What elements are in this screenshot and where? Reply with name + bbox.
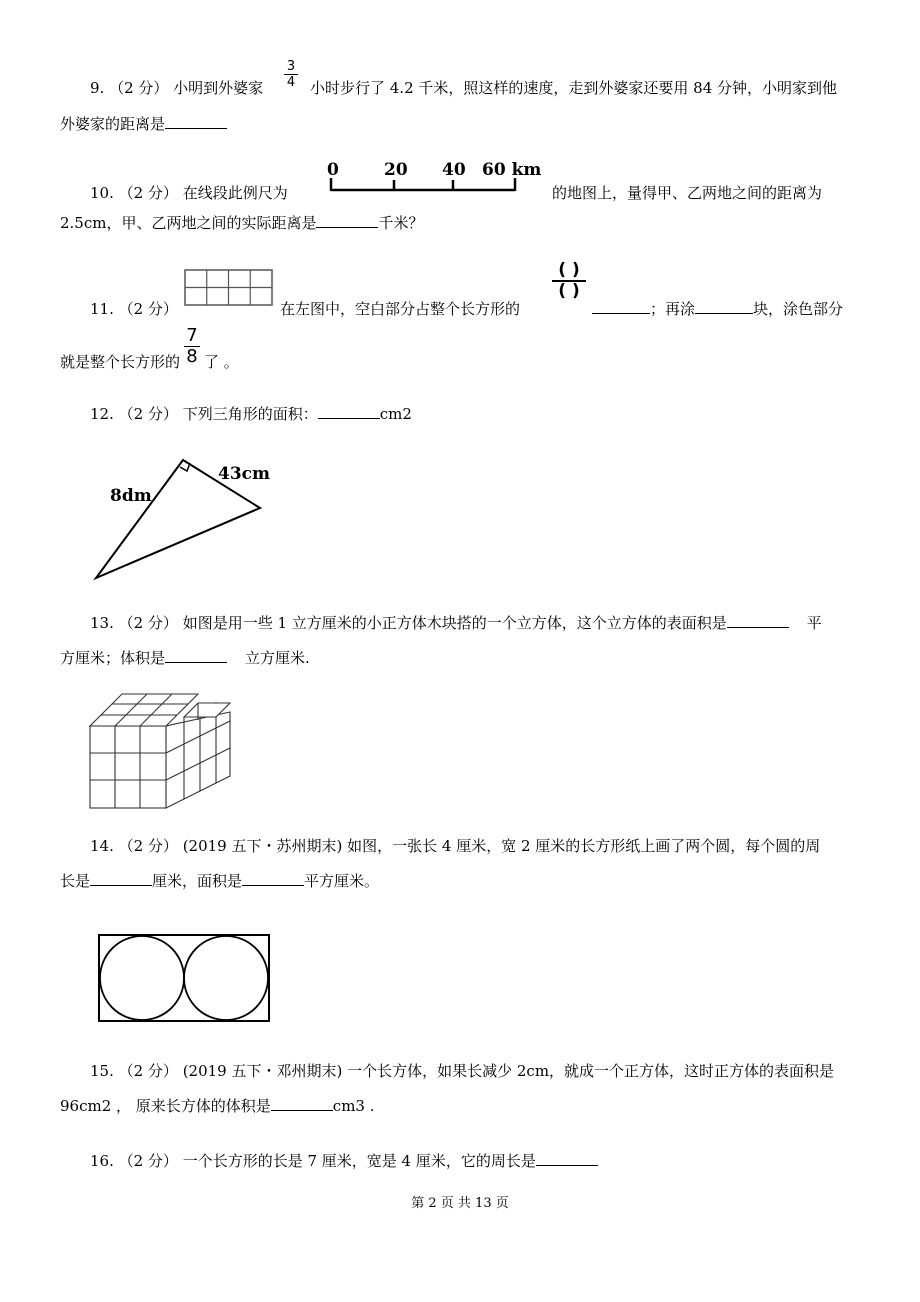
q14-line1-text: 14. （2 分） (2019 五下・苏州期末) 如图，一张长 4 厘米，宽 2 厘米的长方形纸上画了两个圆，每个圆的周 <box>90 837 821 855</box>
q11-line2-text: 就是整个长方形的 <box>60 353 181 371</box>
q11-tail-a: ；再涂 <box>650 300 696 318</box>
q14-line2 <box>60 871 379 891</box>
q11-tail-b: 块，涂色部分 <box>753 300 844 318</box>
q13-line2 <box>60 648 310 668</box>
q9-line2 <box>60 114 227 134</box>
q10-line1 <box>90 183 288 203</box>
q11-mid: 在左图中，空白部分占整个长方形的 <box>280 300 521 318</box>
q16-answer-blank[interactable] <box>536 1151 598 1166</box>
q11-line1 <box>90 299 178 319</box>
q13-line1a: 13. （2 分） 如图是用一些 1 立方厘米的小正方体木块搭的一个立方体，这个立方体的表面积是 <box>90 614 727 632</box>
q15-line2 <box>60 1096 375 1116</box>
q14-line1 <box>90 836 820 856</box>
q16-text: 16. （2 分） 一个长方形的长是 7 厘米，宽是 4 厘米，它的周长是 <box>90 1152 536 1170</box>
q9-frac-num: 3 <box>286 59 296 74</box>
q14-line2b: 厘米，面积是 <box>152 872 243 890</box>
q10-head: 10. （2 分） 在线段此例尺为 <box>90 184 288 202</box>
scale-bar-figure <box>322 156 547 198</box>
q14-rectangle-circles-figure <box>96 932 274 1024</box>
q13-line2a: 方厘米；体积是 <box>60 649 166 667</box>
q15-line1-text: 15. （2 分） (2019 五下・邓州期末) 一个长方体，如果长减少 2cm，就成一个正方体，这时正方体的表面积是 <box>90 1062 835 1080</box>
q13-answer-blank-2[interactable] <box>165 648 227 663</box>
q11-answer-blank-1[interactable] <box>592 299 650 314</box>
q13-cube-stack-figure <box>88 690 238 812</box>
q15-line2b: cm3 . <box>332 1097 375 1115</box>
q11-frac-num: 7 <box>186 325 198 346</box>
q9-line1-rest <box>310 78 837 98</box>
q16-line <box>90 1151 598 1171</box>
q13-line1 <box>90 613 822 633</box>
q14-line2c: 平方厘米。 <box>304 872 380 890</box>
q12-unit: cm2 <box>379 405 412 423</box>
q10-line2 <box>60 213 424 233</box>
scale-label-0: 0 <box>327 160 339 180</box>
q9-after-frac: 小时步行了 4.2 千米，照这样的速度，走到外婆家还要用 84 分钟，小明家到他 <box>310 79 838 97</box>
q10-line2b: 千米？ <box>378 214 424 232</box>
q12-triangle-figure <box>90 448 280 583</box>
q11-frac-den: 8 <box>186 346 198 367</box>
q15-line1 <box>90 1061 834 1081</box>
q10-line2a: 2.5cm，甲、乙两地之间的实际距离是 <box>60 214 317 232</box>
q12-answer-blank[interactable] <box>318 404 380 419</box>
q14-answer-blank-1[interactable] <box>90 871 152 886</box>
q15-answer-blank[interactable] <box>271 1096 333 1111</box>
scale-label-40: 40 <box>442 160 466 180</box>
q12-text: 12. （2 分） 下列三角形的面积： <box>90 405 318 423</box>
q13-answer-blank-1[interactable] <box>727 613 789 628</box>
q11-paren-num: ( ) <box>558 260 580 280</box>
q11-line2-end <box>204 352 239 372</box>
q14-line2a: 长是 <box>60 872 91 890</box>
q11-line1-tail <box>592 299 843 319</box>
q13-line1b: 平 <box>806 614 822 632</box>
q12-label-8dm: 8dm <box>110 486 152 506</box>
q11-answer-blank-2[interactable] <box>695 299 753 314</box>
q12-line <box>90 404 412 424</box>
q13-line2b: 立方厘米. <box>245 649 310 667</box>
q9-fraction <box>284 60 298 89</box>
q9-line1 <box>90 78 263 98</box>
q9-answer-blank[interactable] <box>165 114 227 129</box>
q10-tail: 的地图上，量得甲、乙两地之间的距离为 <box>552 184 823 202</box>
scale-label-20: 20 <box>384 160 408 180</box>
q11-line2-end-text: 了 。 <box>204 353 239 371</box>
q15-line2a: 96cm2 ， 原来长方体的体积是 <box>60 1097 271 1115</box>
page-footer: 第 2 页 共 13 页 <box>411 1196 509 1211</box>
q9-head: 9. （2 分） 小明到外婆家 <box>90 79 264 97</box>
q11-line1-mid <box>280 299 520 319</box>
q11-line2 <box>60 352 180 372</box>
q11-paren-den: ( ) <box>558 281 580 301</box>
q9-frac-den: 4 <box>286 75 296 90</box>
q11-head: 11. （2 分） <box>90 300 178 318</box>
q11-rectangle-grid-figure <box>184 269 274 307</box>
q10-answer-blank[interactable] <box>316 213 378 228</box>
q9-line2-text: 外婆家的距离是 <box>60 115 166 133</box>
scale-label-60km: 60 km <box>482 160 542 180</box>
q11-fraction-7-8 <box>184 327 200 366</box>
q10-line1-tail <box>552 183 822 203</box>
q14-answer-blank-2[interactable] <box>242 871 304 886</box>
q11-paren-fraction <box>552 262 586 300</box>
q12-label-43cm: 43cm <box>218 464 270 484</box>
